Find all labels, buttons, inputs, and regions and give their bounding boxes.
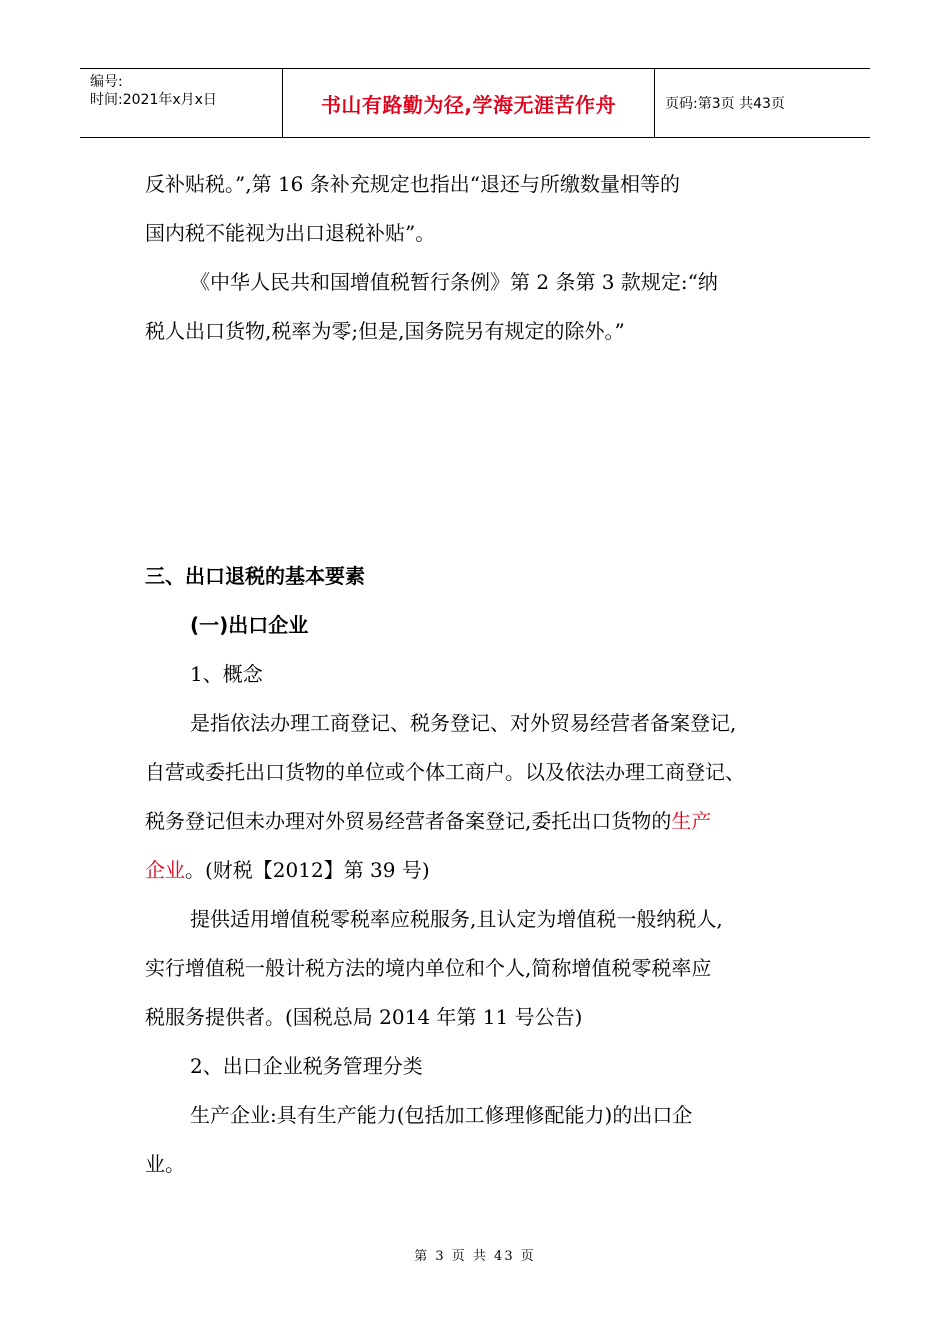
paragraph-line: 业。 [145,1152,185,1176]
item-heading: 1、概念 [190,662,263,686]
paragraph-line: 《中华人民共和国增值税暂行条例》第 2 条第 3 款规定:“纳 [190,270,718,294]
highlight-text: 企业 [145,858,185,882]
paragraph-line: 税服务提供者。(国税总局 2014 年第 11 号公告) [145,1005,583,1029]
header-number: 编号: [90,74,123,90]
paragraph-line: 国内税不能视为出口退税补贴”。 [145,221,436,245]
section-heading: 三、出口退税的基本要素 [145,564,365,588]
paragraph-line [145,797,810,846]
paragraph-line: 是指依法办理工商登记、税务登记、对外贸易经营者备案登记, [190,711,737,735]
item-heading: 2、出口企业税务管理分类 [190,1054,423,1078]
paragraph-line: 反补贴税。”,第 16 条补充规定也指出“退还与所缴数量相等的 [145,172,680,196]
highlight-text: 生产 [671,809,712,833]
text-run: 。(财税【2012】第 39 号) [185,858,430,882]
subsection-heading: (一)出口企业 [190,613,309,637]
header-time: 时间:2021年x月x日 [90,92,217,108]
page-footer: 第 3 页 共 43 页 [414,1249,536,1264]
document-body [145,160,810,1189]
paragraph-line [145,846,810,895]
paragraph-line: 税人出口货物,税率为零;但是,国务院另有规定的除外。” [145,319,625,343]
paragraph-line: 自营或委托出口货物的单位或个体工商户。以及依法办理工商登记、 [145,760,745,784]
header-page-number: 页码:第3页 共43页 [665,96,785,112]
text-run: 税务登记但未办理对外贸易经营者备案登记,委托出口货物的 [145,809,672,833]
paragraph-line: 提供适用增值税零税率应税服务,且认定为增值税一般纳税人, [190,907,723,931]
paragraph-line: 实行增值税一般计税方法的境内单位和个人,简称增值税零税率应 [145,956,712,980]
spacer [145,356,810,552]
header-meta [80,69,283,137]
paragraph-line: 生产企业:具有生产能力(包括加工修理修配能力)的出口企 [190,1103,693,1127]
page-header [80,68,870,138]
header-motto: 书山有路勤为径,学海无涯苦作舟 [283,69,655,137]
